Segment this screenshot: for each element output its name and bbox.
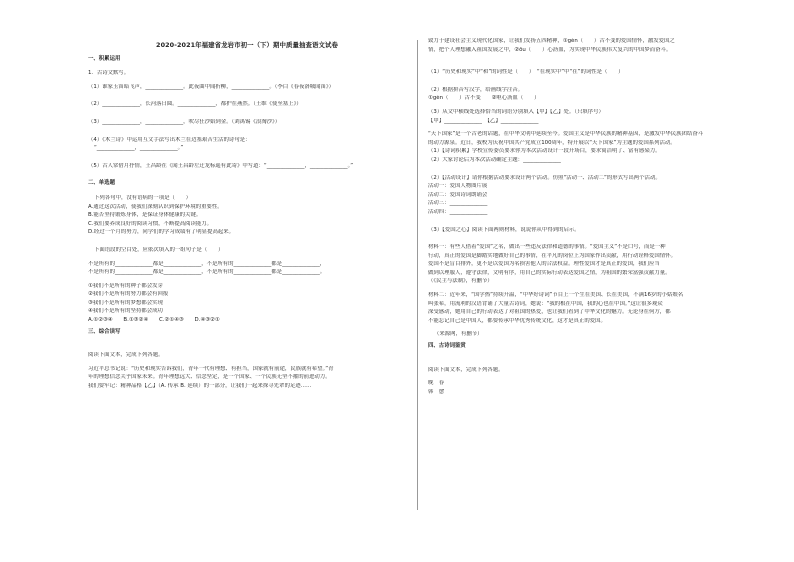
poem-intro: 阅读下面文本，完成下列各题。: [428, 366, 504, 373]
question-3-text-2: 不是所有的______________都是______________，不是所有的______________都是______________。: [88, 269, 326, 276]
question-1-3: （3）______________，______________，吹尽狂沙始到金。（刘禹锡《浪淘沙》）: [88, 118, 281, 125]
question-3-choices: A.①②③④ B.①③②④ C.②①④③ D.④③②①: [88, 317, 220, 324]
question-3-text-1: 不是所有的______________都是______________，不是所有的______________都是______________，: [88, 260, 326, 267]
section-heading-4: 四、古诗词鉴赏: [428, 343, 466, 350]
activity-1: 活动一：爱国人物图片展: [428, 183, 488, 190]
right-line-2: 情，把个人理想融入祖国发展之中，②ōu（ ）心沥血，为实现中华民族伟大复兴的中国梦而奋斗。: [428, 46, 672, 53]
right-question-3-blanks: 【甲】______________ 【乙】______________: [428, 117, 539, 124]
material-2-line-4: 不能忘记自己是中国人，都要传承中华优秀传统文化，这才是真正的爱国。: [428, 317, 606, 324]
question-3-sentence-2: ②我们不是所有的努力都会有回报: [88, 291, 169, 298]
left-column: [88, 38, 406, 392]
material-1-line-4: 做到以理服人，遵守法律，文明有序，用自己的实际行动表达爱国之情，为祖国的繁荣富强贡献力量。: [428, 269, 671, 276]
right-question-1: （1）“历史和现实”中“和”的词性是（ ） “在现实中”中“在”的词性是（ ）: [428, 69, 624, 76]
activity-design-prompt: （2）【活动设计】请你根据活动要求设计两个活动。仿照“活动一、活动二”的形式写出两个活动。: [428, 174, 661, 181]
reading-intro: 阅读下面文本，完成下列各题。: [88, 352, 164, 359]
right-question-3: （3）从文中横线处选择恰当的词语分别填入【甲】【乙】处。（只填序号）: [428, 108, 604, 115]
section-heading-2: 二、单选题: [88, 180, 115, 187]
material-1-line-2: 行动，真正的爱国是脚踏实地做好自己的事情，在平凡的岗位上为国家作出贡献，用行动诠释爱国情怀。: [428, 252, 676, 259]
question-1-4a: （4）《木兰诗》中运用互文手法写出木兰在边塞艰苦生活的诗句是：: [88, 136, 251, 143]
question-1-heading: 1．古诗文默写。: [88, 70, 130, 77]
material-2-line-2: 叫张希，用流利的汉语背诵了大量古诗词，她说：“我的根在中国，我的心也在中国。”这让很多观众: [428, 300, 663, 307]
patriotism-prompt: （3）【爱国之心】阅读下面两则材料，说说你从中得到的启示。: [428, 226, 580, 233]
question-2-option-c: C.我们要养成良好的阅读习惯，不断提高阅读能力。: [88, 220, 213, 227]
reading-paragraph-2: 年的理想信念关乎国家未来。青年理想远大、信念坚定，是一个国家、一个民族无坚不摧的前进动力。: [88, 374, 331, 381]
right-passage-1: “天下国家”是一个古老的话题，在中华文明中延续至今。爱国主义是中华民族的精神基因，是激发中华民族团结奋斗: [428, 131, 704, 138]
right-line-1: 致力于建设社会主义现代化国家，让我们发扬五四精神，①gèn（ ）古不变的爱国情怀，激发爱国之: [428, 38, 675, 44]
material-2-line-3: 深受感动，她用自己的行动表达了对祖国的热爱，也让我们看到了中华文化的魅力。无论身在何方，都: [428, 309, 671, 316]
page-title: 2020-2021年福建省龙岩市初一（下）期中质量抽查语文试卷: [156, 41, 338, 49]
reading-paragraph-3: 我们要牢记：精神品格【乙】（A. 传承 B. 延续）的一部分，让我们一起来探寻先辈的足迹……: [88, 383, 312, 390]
question-3-stem: 下面语段的空白处，应依次填入的一组句子是（ ）: [94, 246, 224, 253]
material-1-line-3: 爱国不是盲目排外，更不是以爱国为名损害他人的合法权益。理性爱国才是真正的爱国，我们应当: [428, 261, 660, 268]
section-heading-3: 三、综合读写: [88, 328, 121, 335]
section-heading-1: 一、积累运用: [88, 55, 121, 62]
question-2-option-b: B.能否坚持锻炼身体，是保证身体健康的关键。: [88, 212, 202, 219]
right-column: [428, 38, 768, 397]
material-1-source: （《民主与法制》，有删节）: [428, 278, 493, 285]
poem-author: 韩 愈: [428, 388, 445, 395]
right-passage-2: 的动力源泉。近日，我校为庆祝中国共产党成立100周年，特开展以“天下国家”为主题的爱国系列活动。: [428, 139, 676, 146]
right-question-2: （2）根据拼音写汉字，给画线字注音。: [428, 86, 524, 93]
poem-title: 晚 春: [428, 380, 445, 387]
question-3-sentence-3: ③我们不是所有的梦想都会实现: [88, 299, 163, 306]
question-1-4b: “______________，______________。”: [94, 145, 184, 152]
question-3-sentence-1: ①我们不是所有的种子都会发芽: [88, 282, 163, 289]
question-1-2: （2）______________，长河落日圆。______________，都护在燕然。（王维《使至塞上》）: [88, 101, 302, 108]
activity-2: 活动二：爱国诗词朗诵会: [428, 191, 488, 198]
question-2-stem: 下列各句中，没有语病的一项是（ ）: [94, 194, 192, 201]
activity-3: 活动三：______________: [428, 200, 488, 207]
question-2-option-a: A.通过这次活动，使我们深刻认识到保护环境的重要性。: [88, 203, 223, 210]
right-passage-3: （1）【诗词积累】学校宣传委员要求你为本次活动设计一段开场白，要求简洁明了、富有感染力。: [428, 148, 661, 155]
question-2-option-d: D.经过一个月的努力，同学们的学习成绩有了明显提高起来。: [88, 229, 235, 236]
right-question-2-items: ①gèn（ ）古不变 ②呕心沥血（ ）: [428, 95, 540, 102]
activity-4: 活动四：______________: [428, 208, 488, 215]
column-divider: [417, 40, 418, 510]
question-1-5: （5）古人常借月抒情，王昌龄在《闻王昌龄左迁龙标遥有此寄》中写道：“______________，______________。”: [88, 162, 354, 169]
material-2-source: （来源网，有删节）: [434, 331, 483, 338]
material-2-line-1: 材料二：近年来，“国学热”持续升温，“中华好诗词”节目上一个生在美国、长在美国，不满16岁的小姑娘名: [428, 292, 684, 299]
reading-paragraph-1: 习近平总书记说：“历史和现实告诉我们，青年一代有理想、有担当，国家就有前途，民族就有希望。”青: [88, 365, 334, 372]
material-1-line-1: 材料一：有些人借着“爱国”之名，做出一些违反法律和道德的事情。“爱国主义”不是口号，而是一种: [428, 244, 666, 251]
question-1-1: （1）谁家玉笛暗飞声，______________。此夜曲中闻折柳，______________。（李白《春夜洛城闻笛》）: [88, 83, 334, 90]
right-passage-4: （2）大家讨论后为本次活动确定主题：______________: [428, 156, 561, 163]
question-3-sentence-4: ④我们不是所有的坚持都会成功: [88, 308, 163, 315]
